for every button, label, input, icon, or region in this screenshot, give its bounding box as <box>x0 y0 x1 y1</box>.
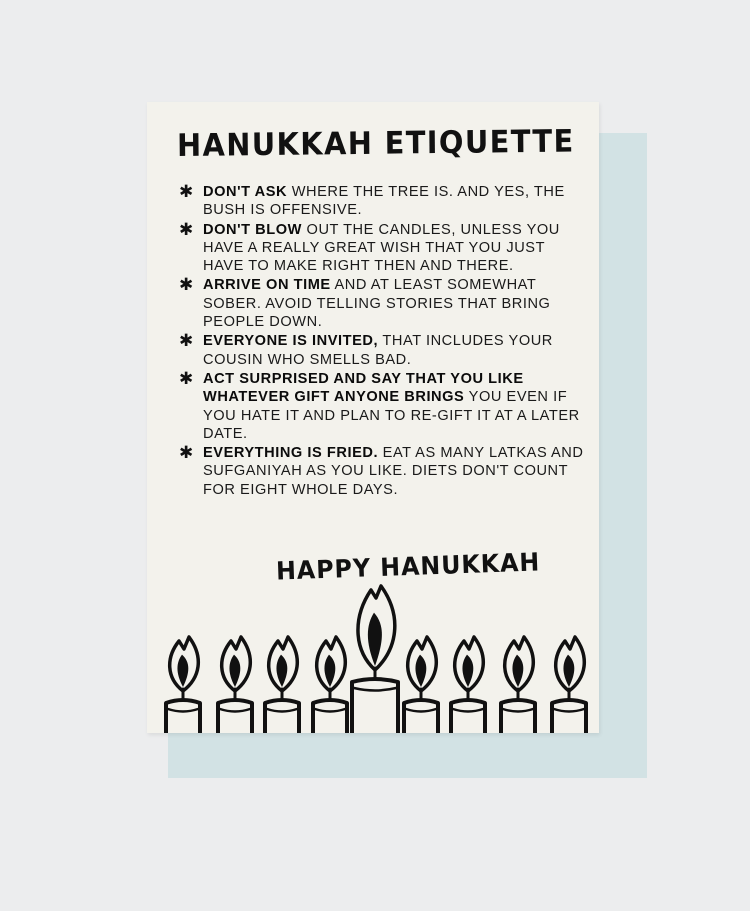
rule-item <box>179 332 589 369</box>
etiquette-rules-list <box>179 183 589 500</box>
rule-text: EVERYONE IS INVITED, THAT INCLUDES YOUR COUSIN WHO SMELLS BAD. <box>203 333 553 368</box>
asterisk-star-icon: ✱ <box>179 275 194 295</box>
candle <box>552 637 586 733</box>
rule-text: ARRIVE ON TIME AND AT LEAST SOMEWHAT SOBER. AVOID TELLING STORIES THAT BRING PEOPLE DOWN. <box>203 277 551 331</box>
rule-text: EVERYTHING IS FRIED. EAT AS MANY LATKAS AND SUFGANIYAH AS YOU LIKE. DIETS DON'T COUNT FOR EIGHT WHOLE DAYS. <box>203 445 584 498</box>
greeting-card <box>147 102 599 733</box>
rule-item <box>179 444 589 499</box>
menorah-candles-icon <box>147 577 599 733</box>
candle <box>404 637 438 733</box>
candle <box>313 637 347 733</box>
rule-text: DON'T ASK WHERE THE TREE IS. AND YES, THE BUSH IS OFFENSIVE. <box>203 184 565 219</box>
asterisk-star-icon: ✱ <box>179 443 194 463</box>
rule-item <box>179 221 589 276</box>
candle <box>218 637 252 733</box>
rule-item <box>179 276 589 331</box>
candle <box>265 637 299 733</box>
asterisk-star-icon: ✱ <box>179 219 194 239</box>
asterisk-star-icon: ✱ <box>179 331 194 351</box>
rule-text: ACT SURPRISED AND SAY THAT YOU LIKE WHATEVER GIFT ANYONE BRINGS YOU EVEN IF YOU HATE IT AND PLAN TO RE-GIFT IT AT A LATER DATE. <box>203 370 580 442</box>
asterisk-star-icon: ✱ <box>179 368 194 388</box>
candle <box>451 637 485 733</box>
shamash-candle <box>352 586 398 733</box>
greeting-text: HAPPY HANUKKAH <box>275 547 541 586</box>
rule-text: DON'T BLOW OUT THE CANDLES, UNLESS YOU HAVE A REALLY GREAT WISH THAT YOU JUST HAVE TO MAKE RIGHT THEN AND THERE. <box>203 221 560 275</box>
asterisk-star-icon: ✱ <box>179 182 194 201</box>
card-title: HANUKKAH ETIQUETTE <box>176 123 575 164</box>
candle <box>166 637 200 733</box>
candle <box>501 637 535 733</box>
rule-item <box>179 370 589 443</box>
rule-item <box>179 183 589 220</box>
